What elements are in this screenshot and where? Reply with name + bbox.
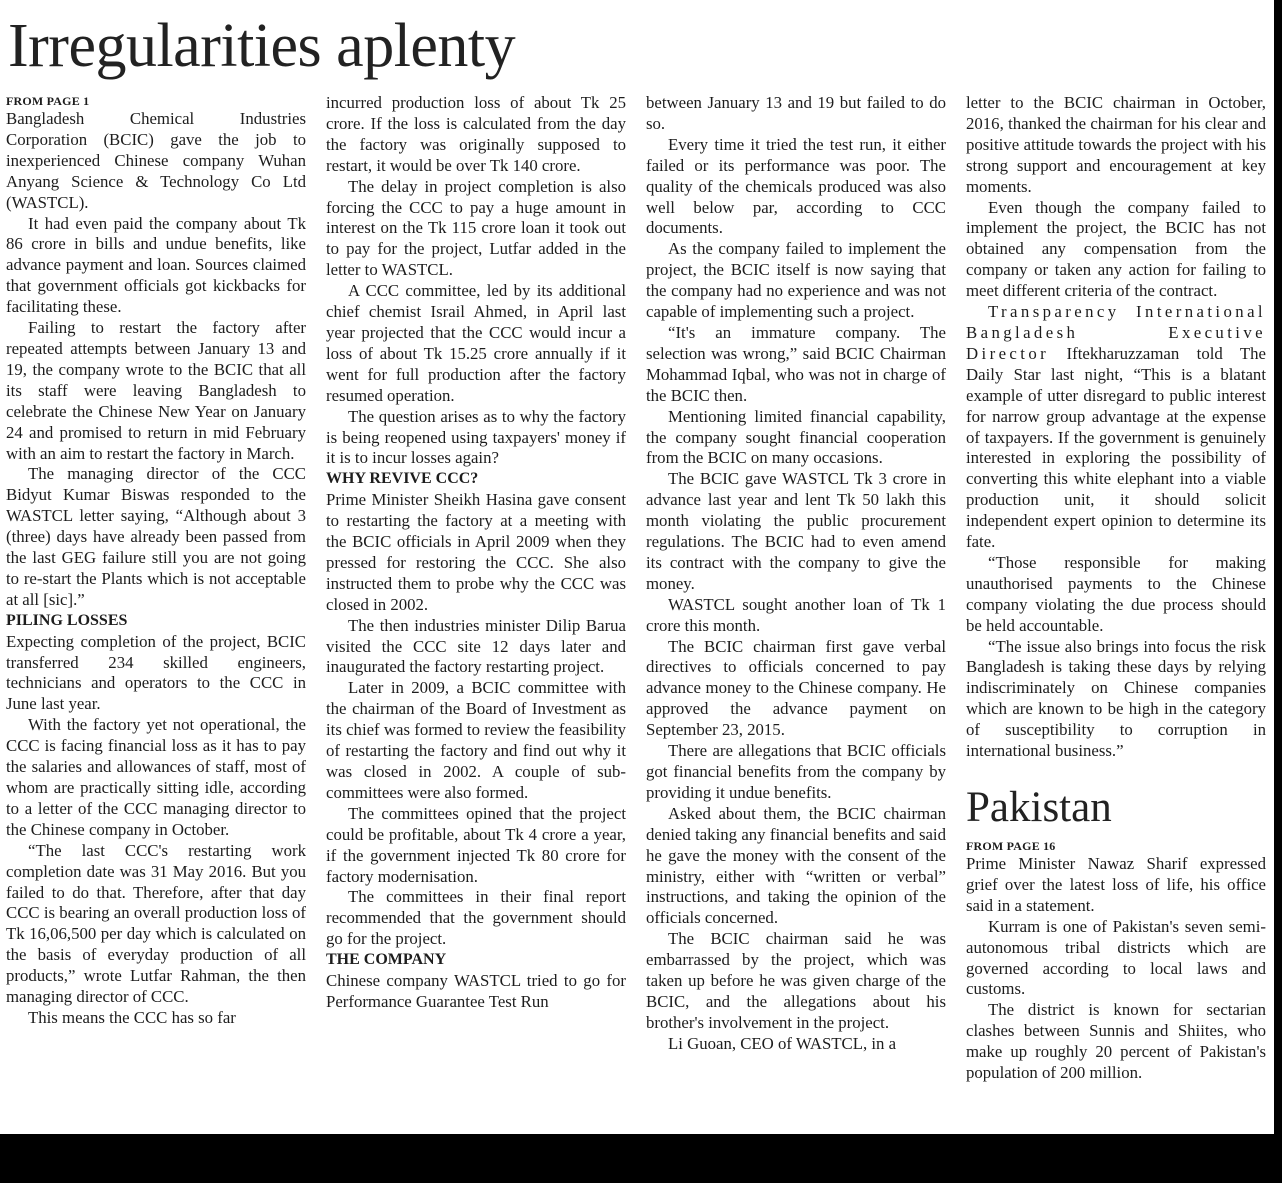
paragraph: Kurram is one of Pakistan's seven semi-autonomous tribal districts which are governed according to local laws and customs. [966, 916, 1266, 999]
paragraph: Prime Minister Nawaz Sharif expressed grief over the latest loss of life, his office said in a statement. [966, 854, 1266, 915]
paragraph: incurred production loss of about Tk 25 crore. If the loss is calculated from the day the factory was originally supposed to restart, it would be over Tk 140 crore. [326, 93, 626, 175]
paragraph: As the company failed to implement the project, the BCIC itself is now saying that the company had no experience and was not capable of implementing such a project. [646, 239, 946, 322]
paragraph: “The last CCC's restarting work completion date was 31 May 2016. But you failed to do that. Therefore, after that day CCC is bearing an overall production loss of Tk 16,06,500 per day which is calculated on the basis of everyday production of all products,” wrote Lutfar Rahman, the then managing director of CCC. [6, 840, 306, 1007]
paragraph: The managing director of the CCC Bidyut Kumar Biswas responded to the WASTCL letter saying, “Although about 3 (three) days have already been passed from the last GEG failure still you are not going to re-start the Plants which is not acceptable at all [sic].” [6, 464, 306, 609]
headline: Irregularities aplenty [8, 12, 516, 80]
paragraph: This means the CCC has so far [28, 1007, 236, 1027]
paragraph: The committees in their final report recommended that the government should go for the project. [326, 887, 626, 949]
paragraph: between January 13 and 19 but failed to do so. [646, 93, 946, 133]
paragraph: Expecting completion of the project, BCIC transferred 234 skilled engineers, technicians and operators to the CCC in June last year. [6, 631, 306, 714]
paragraph: The district is known for sectarian clashes between Sunnis and Shiites, who make up roughly 20 percent of Pakistan's population of 200 million. [966, 1000, 1266, 1083]
scan-edge [1274, 0, 1282, 1136]
article-column-3 [646, 93, 946, 1133]
paragraph: Every time it tried the test run, it either failed or its performance was poor. The quality of the chemicals produced was also well below par, according to CCC documents. [646, 134, 946, 238]
paragraph: Bangladesh Chemical Industries Corporation (BCIC) gave the job to inexperienced Chinese company Wuhan Anyang Science & Technology Co Ltd (WASTCL). [6, 109, 306, 212]
paragraph: The BCIC gave WASTCL Tk 3 crore in advance last year and lent Tk 50 lakh this month violating the public procurement regulations. The BCIC had to even amend its contract with the company to give the money. [646, 469, 946, 593]
paragraph: Li Guoan, CEO of WASTCL, in a [668, 1033, 897, 1053]
article-column-2 [326, 93, 626, 1133]
paragraph: The BCIC chairman first gave verbal directives to officials concerned to pay advance money to the Chinese company. He approved the advance payment on September 23, 2015. [646, 636, 946, 740]
paragraph: letter to the BCIC chairman in October, 2016, thanked the chairman for his clear and positive attitude towards the project with his strong support and encouragement at key moments. [966, 93, 1266, 196]
subheading: WHY REVIVE CCC? [326, 470, 479, 488]
paragraph: The then industries minister Dilip Barua visited the CCC site 12 days later and inaugurated the factory restarting project. [326, 615, 626, 677]
paragraph: It had even paid the company about Tk 86 crore in bills and undue benefits, like advance payment and loan. Sources claimed that government officials got kickbacks for facilitating these. [6, 213, 306, 317]
bottom-black-band [0, 1134, 1282, 1183]
paragraph: The question arises as to why the factory is being reopened using taxpayers' money if it is to incur losses again? [326, 406, 626, 468]
spaced-text: Transparency International Bangladesh Executive Director [966, 302, 1266, 363]
paragraph: Later in 2009, a BCIC committee with the chairman of the Board of Investment as its chief was formed to review the feasibility of restarting the factory and find out why it was closed in 2002. A couple of sub-committees were also formed. [326, 678, 626, 802]
jump-line: FROM PAGE 1 [6, 94, 90, 108]
paragraph: Chinese company WASTCL tried to go for Performance Guarantee Test Run [326, 971, 626, 1011]
paragraph: A CCC committee, led by its additional chief chemist Israil Ahmed, in April last year projected that the CCC would incur a loss of about Tk 15.25 crore annually if it went for full production after the factory resumed operation. [326, 281, 626, 405]
paragraph: The committees opined that the project could be profitable, about Tk 4 crore a year, if the government injected Tk 80 crore for factory modernisation. [326, 803, 626, 886]
paragraph: With the factory yet not operational, the CCC is facing financial loss as it has to pay the salaries and allowances of staff, most of whom are practically sitting idle, according to a letter of the CCC managing director to the Chinese company in October. [6, 715, 306, 839]
paragraph: Asked about them, the BCIC chairman denied taking any financial benefits and said he gave the money with the consent of the ministry, either with “written or verbal” instructions, and taking the opinion of the officials concerned. [646, 803, 946, 928]
paragraph-text: Iftekharuzzaman told The Daily Star last night, “This is a blatant example of utter disregard to public interest for narrow group advantage at the expense of taxpayers. If the government is genuinely interested in exploring the possibility of converting this white elephant into a viable production unit, it should solicit independent expert opinion to determine its fate. [966, 343, 1266, 552]
paragraph: Even though the company failed to implement the project, the BCIC has not obtained any compensation from the company or taken any action for failing to meet different criteria of the contract. [966, 197, 1266, 301]
paragraph: There are allegations that BCIC officials got financial benefits from the company by providing it undue benefits. [646, 741, 946, 802]
paragraph: Prime Minister Sheikh Hasina gave consent to restarting the factory at a meeting with the BCIC officials in April 2009 when they pressed for restoring the CCC. She also instructed them to probe why the CCC was closed in 2002. [326, 490, 626, 614]
subheading: PILING LOSSES [6, 611, 128, 629]
paragraph: “The issue also brings into focus the risk Bangladesh is taking these days by relying indiscriminately on Chinese companies which are known to be high in the category of susceptibility to corruption in international business.” [966, 636, 1266, 761]
paragraph: The delay in project completion is also forcing the CCC to pay a huge amount in interest on the Tk 115 crore loan it took out to pay for the project, Lutfar added in the letter to WASTCL. [326, 176, 626, 280]
paragraph: Failing to restart the factory after repeated attempts between January 13 and 19, the company wrote to the BCIC that all its staff were leaving Bangladesh to celebrate the Chinese New Year on January 24 and promised to return in mid February with an aim to restart the factory in March. [6, 318, 306, 463]
article-column-1 [6, 93, 306, 1133]
secondary-headline: Pakistan [966, 784, 1112, 831]
jump-line: FROM PAGE 16 [966, 839, 1056, 853]
paragraph: WASTCL sought another loan of Tk 1 crore this month. [646, 594, 946, 635]
paragraph: “It's an immature company. The selection was wrong,” said BCIC Chairman Mohammad Iqbal, who was not in charge of the BCIC then. [646, 322, 946, 405]
paragraph: Mentioning limited financial capability, the company sought financial cooperation from the BCIC on many occasions. [646, 406, 946, 468]
subheading: THE COMPANY [326, 951, 447, 969]
paragraph: The BCIC chairman said he was embarrassed by the project, which was taken up before he was given charge of the BCIC, and the allegations about his brother's involvement in the project. [646, 929, 946, 1032]
paragraph [966, 302, 1266, 553]
paragraph: “Those responsible for making unauthorised payments to the Chinese company violating the due process should be held accountable. [966, 552, 1266, 635]
article-column-4 [966, 93, 1266, 1133]
